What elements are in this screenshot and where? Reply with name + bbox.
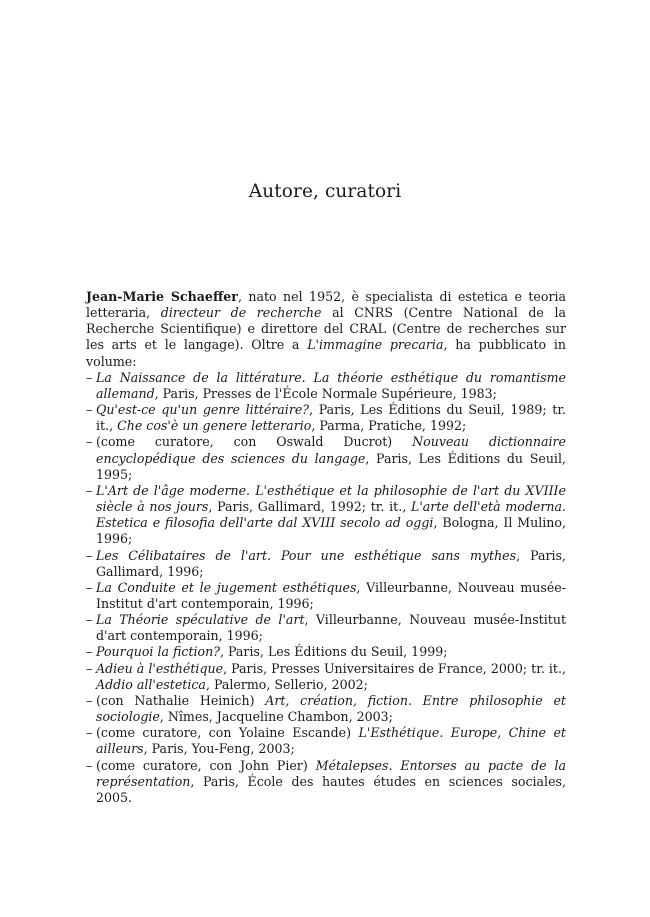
publication-title: Adieu à l'esthétique (96, 660, 224, 676)
publication-details: , Paris, Gallimard, 1992; tr. it., (208, 499, 411, 515)
author-name: Jean-Marie Schaeffer (86, 289, 238, 304)
author-section (86, 289, 566, 806)
publication-details: , Palermo, Sellerio, 2002; (205, 676, 368, 692)
publication-details: , Paris, Les Éditions du Seuil, 1989; tr. it., (96, 402, 566, 434)
publication-details: (con Nathalie Heinich) (96, 692, 266, 708)
publication-details: , Paris, Presses Universitaires de France, 2000; tr. it., (223, 660, 566, 676)
publication-item (86, 644, 566, 660)
publication-details: , Paris, École des hautes études en sciences sociales, 2005. (96, 773, 566, 805)
publication-item (86, 725, 566, 757)
publication-title: Addio all'estetica (96, 676, 206, 692)
publication-details: , Bologna, Il Mulino, 1996; (96, 515, 567, 547)
publication-details: , Parma, Pratiche, 1992; (311, 418, 467, 434)
publication-title: L'Esthétique. Europe, Chine et ailleurs (96, 725, 566, 757)
publication-item (86, 661, 566, 693)
publication-details: , Paris, Gallimard, 1996; (96, 547, 567, 579)
publication-item (86, 483, 566, 548)
publication-item (86, 580, 566, 612)
publication-title: Art, création, fiction. Entre philosophie et sociologie (96, 692, 566, 725)
publication-title: Nouveau dictionnaire encyclopédique des sciences du langage (96, 434, 566, 466)
publication-title: Pourquoi la fiction? (96, 644, 220, 660)
publication-list (86, 370, 566, 806)
bio-text-2: al CNRS (Centre National de la Recherche Scientifique) e direttore del CRAL (Centre de recherches sur les arts et le langage). Oltre a (86, 305, 566, 353)
publication-details: , Villeurbanne, Nouveau musée-Institut d'art contemporain, 1996; (96, 579, 566, 611)
publication-item (86, 370, 566, 402)
publication-title: Les Célibataires de l'art. Pour une esthétique sans mythes (96, 547, 517, 563)
publication-item (86, 402, 566, 434)
bio-text-3: , ha pubblicato in volume: (86, 337, 567, 369)
publication-title: La Naissance de la littérature. La théorie esthétique du romantisme allemand (96, 369, 566, 401)
publication-item (86, 548, 566, 580)
publication-title: L'Art de l'âge moderne. L'esthétique et la philosophie de l'art du XVIIIe siècle à nos jours (96, 482, 566, 515)
publication-details: , Nîmes, Jacqueline Chambon, 2003; (159, 709, 393, 725)
publication-details: , Paris, Presses de l'École Normale Supérieure, 1983; (154, 385, 497, 401)
author-bio (86, 289, 566, 370)
publication-title: Qu'est-ce qu'un genre littéraire? (96, 402, 310, 418)
bio-role: directeur de recherche (160, 305, 322, 321)
publication-title: L'arte dell'età moderna. Estetica e filosofia dell'arte dal XVIII secolo ad oggi (96, 499, 567, 531)
publication-details: , Paris, Les Éditions du Seuil, 1999; (220, 644, 448, 660)
publication-item (86, 693, 566, 725)
publication-title: Métalepses. Entorses au pacte de la représentation (96, 757, 566, 789)
publication-details: (come curatore, con Oswald Ducrot) (96, 434, 413, 450)
publication-title: Che cos'è un genere letterario (117, 418, 312, 434)
bio-book: L'immagine precaria (307, 337, 444, 353)
publication-title: La Conduite et le jugement esthétiques (96, 579, 357, 595)
publication-details: , Paris, You-Feng, 2003; (143, 741, 295, 757)
publication-title: La Théorie spéculative de l'art (96, 612, 305, 628)
publication-details: (come curatore, con Yolaine Escande) (96, 725, 359, 741)
publication-details: , Paris, Les Éditions du Seuil, 1995; (96, 450, 566, 482)
bio-text-1: , nato nel 1952, è specialista di estetica e teoria letteraria, (86, 289, 566, 321)
page-title: Autore, curatori (248, 181, 402, 202)
publication-details: , Villeurbanne, Nouveau musée-Institut d'art contemporain, 1996; (96, 612, 567, 644)
publication-details: (come curatore, con John Pier) (96, 757, 316, 773)
publication-item (86, 612, 566, 644)
publication-item (86, 434, 566, 482)
publication-item (86, 758, 566, 806)
